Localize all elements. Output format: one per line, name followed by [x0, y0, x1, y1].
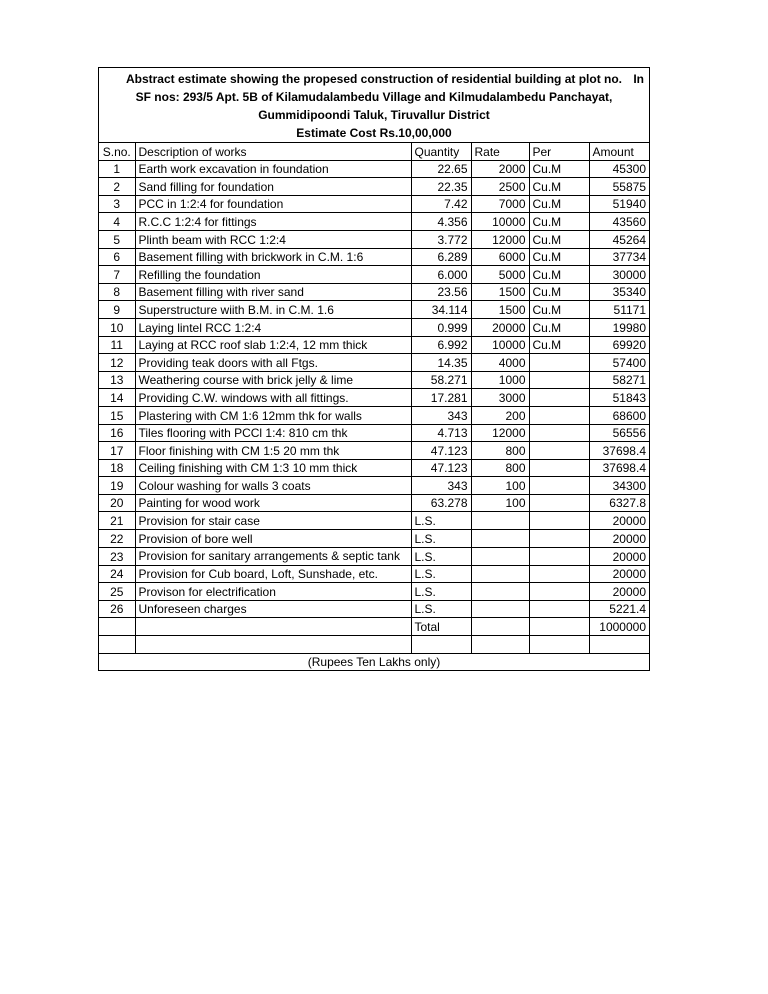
- table-row: [99, 512, 649, 530]
- table-row: [99, 494, 649, 512]
- row-per: Cu.M: [529, 195, 589, 213]
- row-quantity: 4.713: [411, 424, 471, 442]
- title-line-4: Estimate Cost Rs.10,00,000: [296, 126, 452, 140]
- row-per: [529, 389, 589, 407]
- row-amount: 19980: [589, 318, 649, 336]
- row-amount: 5221.4: [589, 600, 649, 618]
- row-description: Basement filling with river sand: [135, 283, 411, 301]
- row-per: [529, 424, 589, 442]
- row-quantity: L.S.: [411, 530, 471, 548]
- row-per: [529, 583, 589, 601]
- row-description: Refilling the foundation: [135, 266, 411, 284]
- total-amount: 1000000: [589, 618, 649, 636]
- row-description: Provision for sanitary arrangements & septic tank: [135, 547, 411, 565]
- table-row: [99, 530, 649, 548]
- row-amount: 69920: [589, 336, 649, 354]
- row-sno: 26: [99, 600, 135, 618]
- row-sno: 8: [99, 283, 135, 301]
- row-rate: 200: [471, 406, 529, 424]
- row-rate: 100: [471, 477, 529, 495]
- table-row: [99, 213, 649, 231]
- row-amount: 20000: [589, 530, 649, 548]
- row-quantity: 17.281: [411, 389, 471, 407]
- row-description: Painting for wood work: [135, 494, 411, 512]
- row-per: Cu.M: [529, 318, 589, 336]
- blank-cell: [529, 636, 589, 654]
- row-amount: 68600: [589, 406, 649, 424]
- row-description: Provision of bore well: [135, 530, 411, 548]
- row-rate: 1500: [471, 283, 529, 301]
- row-sno: 17: [99, 442, 135, 460]
- row-rate: 12000: [471, 230, 529, 248]
- footer-text: (Rupees Ten Lakhs only): [99, 653, 649, 670]
- table-row: [99, 406, 649, 424]
- row-quantity: 23.56: [411, 283, 471, 301]
- total-desc-cell: [135, 618, 411, 636]
- blank-cell: [471, 636, 529, 654]
- row-quantity: 47.123: [411, 459, 471, 477]
- row-amount: 37698.4: [589, 442, 649, 460]
- header-desc: Description of works: [135, 143, 411, 160]
- row-amount: 43560: [589, 213, 649, 231]
- row-per: Cu.M: [529, 266, 589, 284]
- row-sno: 15: [99, 406, 135, 424]
- row-rate: 10000: [471, 213, 529, 231]
- row-sno: 2: [99, 178, 135, 196]
- row-per: [529, 600, 589, 618]
- table-row: [99, 301, 649, 319]
- footer-row: [99, 653, 649, 670]
- title-line-1-text: Abstract estimate showing the propesed construction of residential building at plot no.: [125, 72, 623, 86]
- row-quantity: 34.114: [411, 301, 471, 319]
- row-sno: 5: [99, 230, 135, 248]
- table-row: [99, 547, 649, 565]
- table-row: [99, 354, 649, 372]
- blank-cell: [99, 636, 135, 654]
- row-rate: [471, 530, 529, 548]
- table-row: [99, 565, 649, 583]
- row-per: Cu.M: [529, 283, 589, 301]
- row-rate: 3000: [471, 389, 529, 407]
- row-description: Provision for Cub board, Loft, Sunshade, etc.: [135, 565, 411, 583]
- total-per-cell: [529, 618, 589, 636]
- table-row: [99, 160, 649, 178]
- row-per: [529, 459, 589, 477]
- row-sno: 4: [99, 213, 135, 231]
- row-amount: 57400: [589, 354, 649, 372]
- table-row: [99, 442, 649, 460]
- table-row: [99, 371, 649, 389]
- row-quantity: L.S.: [411, 565, 471, 583]
- title-block: [99, 68, 649, 143]
- row-sno: 6: [99, 248, 135, 266]
- row-description: PCC in 1:2:4 for foundation: [135, 195, 411, 213]
- row-sno: 14: [99, 389, 135, 407]
- row-sno: 1: [99, 160, 135, 178]
- row-amount: 35340: [589, 283, 649, 301]
- row-description: Floor finishing with CM 1:5 20 mm thk: [135, 442, 411, 460]
- title-line-2: SF nos: 293/5 Apt. 5B of Kilamudalambedu Village and Kilmudalambedu Panchayat,: [135, 90, 613, 104]
- table-row: [99, 195, 649, 213]
- table-row: [99, 600, 649, 618]
- row-sno: 24: [99, 565, 135, 583]
- row-amount: 58271: [589, 371, 649, 389]
- row-quantity: 6.992: [411, 336, 471, 354]
- table-row: [99, 248, 649, 266]
- table-row: [99, 318, 649, 336]
- total-rate-cell: [471, 618, 529, 636]
- row-rate: [471, 600, 529, 618]
- row-rate: 12000: [471, 424, 529, 442]
- row-quantity: 22.35: [411, 178, 471, 196]
- row-description: Providing C.W. windows with all fittings.: [135, 389, 411, 407]
- row-description: Plinth beam with RCC 1:2:4: [135, 230, 411, 248]
- row-sno: 16: [99, 424, 135, 442]
- row-sno: 10: [99, 318, 135, 336]
- row-description: Laying lintel RCC 1:2:4: [135, 318, 411, 336]
- row-sno: 12: [99, 354, 135, 372]
- row-quantity: 7.42: [411, 195, 471, 213]
- row-quantity: 63.278: [411, 494, 471, 512]
- row-description: Ceiling finishing with CM 1:3 10 mm thick: [135, 459, 411, 477]
- row-quantity: 3.772: [411, 230, 471, 248]
- blank-row: [99, 636, 649, 654]
- row-rate: [471, 547, 529, 565]
- row-sno: 20: [99, 494, 135, 512]
- row-quantity: 6.289: [411, 248, 471, 266]
- row-per: Cu.M: [529, 336, 589, 354]
- row-rate: 10000: [471, 336, 529, 354]
- row-quantity: 47.123: [411, 442, 471, 460]
- row-amount: 51843: [589, 389, 649, 407]
- row-rate: 20000: [471, 318, 529, 336]
- row-description: Laying at RCC roof slab 1:2:4, 12 mm thick: [135, 336, 411, 354]
- row-per: Cu.M: [529, 248, 589, 266]
- row-quantity: 343: [411, 406, 471, 424]
- row-sno: 13: [99, 371, 135, 389]
- row-description: Provision for stair case: [135, 512, 411, 530]
- row-description: Providing teak doors with all Ftgs.: [135, 354, 411, 372]
- row-rate: 100: [471, 494, 529, 512]
- total-label: Total: [411, 618, 471, 636]
- row-quantity: 14.35: [411, 354, 471, 372]
- row-quantity: 4.356: [411, 213, 471, 231]
- header-per: Per: [529, 143, 589, 160]
- row-sno: 18: [99, 459, 135, 477]
- row-sno: 21: [99, 512, 135, 530]
- total-row: [99, 618, 649, 636]
- blank-cell: [135, 636, 411, 654]
- row-sno: 23: [99, 547, 135, 565]
- row-amount: 55875: [589, 178, 649, 196]
- table-row: [99, 178, 649, 196]
- row-rate: 1000: [471, 371, 529, 389]
- row-rate: 4000: [471, 354, 529, 372]
- row-sno: 19: [99, 477, 135, 495]
- title-line-1: [99, 70, 649, 88]
- header-rate: Rate: [471, 143, 529, 160]
- row-per: [529, 547, 589, 565]
- row-quantity: L.S.: [411, 547, 471, 565]
- title-line-3: Gummidipoondi Taluk, Tiruvallur District: [258, 108, 490, 122]
- row-amount: 20000: [589, 583, 649, 601]
- row-rate: [471, 512, 529, 530]
- row-rate: 6000: [471, 248, 529, 266]
- row-quantity: L.S.: [411, 512, 471, 530]
- row-description: Unforeseen charges: [135, 600, 411, 618]
- table-row: [99, 389, 649, 407]
- row-amount: 37698.4: [589, 459, 649, 477]
- row-quantity: 58.271: [411, 371, 471, 389]
- row-sno: 7: [99, 266, 135, 284]
- blank-cell: [411, 636, 471, 654]
- row-amount: 45300: [589, 160, 649, 178]
- row-rate: 800: [471, 442, 529, 460]
- row-rate: [471, 583, 529, 601]
- row-rate: 7000: [471, 195, 529, 213]
- row-per: [529, 354, 589, 372]
- row-sno: 3: [99, 195, 135, 213]
- row-per: [529, 406, 589, 424]
- row-per: Cu.M: [529, 160, 589, 178]
- row-description: Colour washing for walls 3 coats: [135, 477, 411, 495]
- table-row: [99, 230, 649, 248]
- row-sno: 9: [99, 301, 135, 319]
- table-row: [99, 583, 649, 601]
- table-row: [99, 336, 649, 354]
- row-amount: 6327.8: [589, 494, 649, 512]
- row-description: Weathering course with brick jelly & lime: [135, 371, 411, 389]
- row-quantity: L.S.: [411, 583, 471, 601]
- row-quantity: 343: [411, 477, 471, 495]
- row-quantity: 6.000: [411, 266, 471, 284]
- table-row: [99, 424, 649, 442]
- title-in-text: In: [633, 72, 644, 86]
- table-row: [99, 266, 649, 284]
- table-row: [99, 283, 649, 301]
- estimate-sheet: [98, 67, 650, 671]
- row-description: Superstructure wiith B.M. in C.M. 1.6: [135, 301, 411, 319]
- row-amount: 56556: [589, 424, 649, 442]
- row-amount: 30000: [589, 266, 649, 284]
- row-description: R.C.C 1:2:4 for fittings: [135, 213, 411, 231]
- row-description: Plastering with CM 1:6 12mm thk for walls: [135, 406, 411, 424]
- row-per: [529, 371, 589, 389]
- table-row: [99, 459, 649, 477]
- estimate-table: [99, 143, 649, 670]
- row-description: Earth work excavation in foundation: [135, 160, 411, 178]
- row-per: Cu.M: [529, 230, 589, 248]
- row-rate: 2500: [471, 178, 529, 196]
- row-per: [529, 565, 589, 583]
- row-per: Cu.M: [529, 301, 589, 319]
- row-amount: 45264: [589, 230, 649, 248]
- row-per: [529, 477, 589, 495]
- row-per: Cu.M: [529, 213, 589, 231]
- row-amount: 20000: [589, 512, 649, 530]
- row-amount: 51940: [589, 195, 649, 213]
- row-amount: 20000: [589, 565, 649, 583]
- row-sno: 25: [99, 583, 135, 601]
- row-amount: 37734: [589, 248, 649, 266]
- row-rate: 800: [471, 459, 529, 477]
- row-rate: 1500: [471, 301, 529, 319]
- header-amount: Amount: [589, 143, 649, 160]
- row-per: [529, 442, 589, 460]
- total-sno-cell: [99, 618, 135, 636]
- row-rate: 2000: [471, 160, 529, 178]
- row-rate: 5000: [471, 266, 529, 284]
- blank-cell: [589, 636, 649, 654]
- row-description: Tiles flooring with PCCl 1:4: 810 cm thk: [135, 424, 411, 442]
- row-per: [529, 512, 589, 530]
- row-quantity: 22.65: [411, 160, 471, 178]
- header-row: [99, 143, 649, 160]
- row-per: [529, 494, 589, 512]
- row-per: [529, 530, 589, 548]
- row-quantity: 0.999: [411, 318, 471, 336]
- row-per: Cu.M: [529, 178, 589, 196]
- header-sno: S.no.: [99, 143, 135, 160]
- row-amount: 34300: [589, 477, 649, 495]
- row-sno: 22: [99, 530, 135, 548]
- row-description: Sand filling for foundation: [135, 178, 411, 196]
- table-row: [99, 477, 649, 495]
- row-sno: 11: [99, 336, 135, 354]
- row-amount: 51171: [589, 301, 649, 319]
- row-description: Basement filling with brickwork in C.M. 1:6: [135, 248, 411, 266]
- row-description: Provison for electrification: [135, 583, 411, 601]
- row-rate: [471, 565, 529, 583]
- row-quantity: L.S.: [411, 600, 471, 618]
- row-amount: 20000: [589, 547, 649, 565]
- header-qty: Quantity: [411, 143, 471, 160]
